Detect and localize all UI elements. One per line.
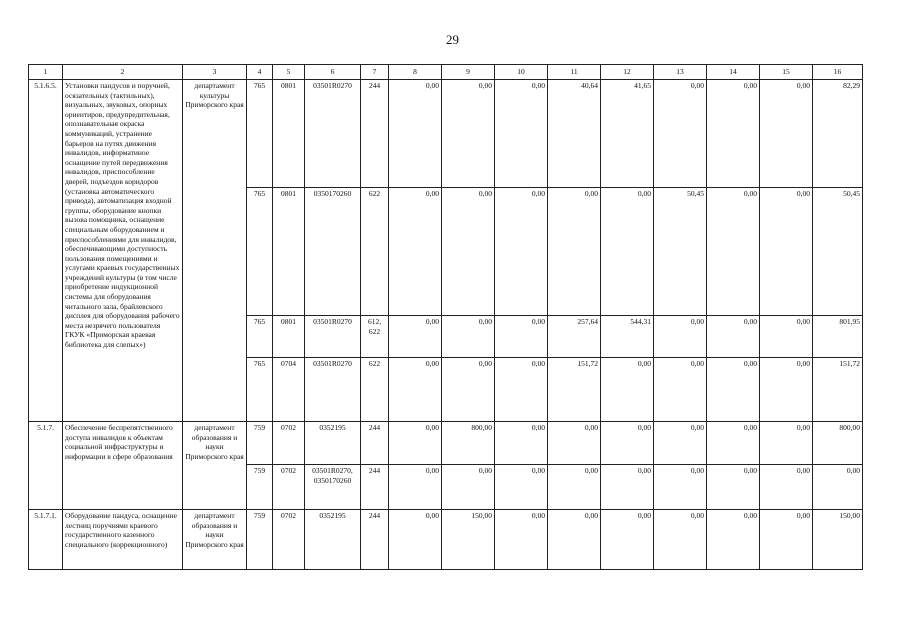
cell-c12: 41,65 xyxy=(601,80,654,188)
cell-c10: 0,00 xyxy=(495,316,548,358)
cell-c13: 0,00 xyxy=(654,358,707,422)
cell-c5: 0801 xyxy=(273,316,305,358)
cell-c12: 0,00 xyxy=(601,422,654,465)
cell-c9: 150,00 xyxy=(442,510,495,570)
cell-c13: 0,00 xyxy=(654,316,707,358)
cell-c9: 0,00 xyxy=(442,358,495,422)
cell-c12: 0,00 xyxy=(601,358,654,422)
cell-c15: 0,00 xyxy=(760,358,813,422)
cell-c5: 0704 xyxy=(273,358,305,422)
table-row xyxy=(29,80,863,188)
row-executor: департамент образования и науки Приморского края xyxy=(183,422,247,510)
cell-c8: 0,00 xyxy=(389,465,442,510)
cell-c6: 0352195 xyxy=(305,422,361,465)
cell-c15: 0,00 xyxy=(760,465,813,510)
cell-c8: 0,00 xyxy=(389,188,442,316)
column-header: 6 xyxy=(305,65,361,80)
cell-c10: 0,00 xyxy=(495,188,548,316)
budget-table xyxy=(28,64,863,570)
cell-c5: 0702 xyxy=(273,510,305,570)
cell-c13: 0,00 xyxy=(654,422,707,465)
column-header: 4 xyxy=(247,65,273,80)
table-row xyxy=(29,510,863,570)
cell-c14: 0,00 xyxy=(707,316,760,358)
cell-c10: 0,00 xyxy=(495,422,548,465)
cell-c15: 0,00 xyxy=(760,80,813,188)
column-header: 11 xyxy=(548,65,601,80)
row-number: 5.1.6.5. xyxy=(29,80,63,422)
cell-c15: 0,00 xyxy=(760,188,813,316)
row-description: Установки пандусов и поручней, осязательных (тактильных), визуальных, звуковых, опорных ориентиров, предупредительная, опознавательная окраска коммуникаций, устранение барьеров на путях движения инвалидов, информатиное оснащение путей передвижения инвалидов, приспособление дверей, подъездов коридоров (установка автоматического привода), автоматизация входной группы, оборудование кнопки вызова помощника, оснащение специальным оборудованием и приспособлениями для инвалидов, обеспечивающими доступность пользования помещениями и услугами краевых государственных учреждений культуры (в том числе приобретение индукционной системы для оборудования читального зала, брайлевского дисплея для оборудования рабочего места незрячего пользователя ГКУК «Приморская краевая библиотека для слепых») xyxy=(63,80,183,422)
cell-c12: 0,00 xyxy=(601,510,654,570)
cell-c14: 0,00 xyxy=(707,465,760,510)
column-header: 9 xyxy=(442,65,495,80)
column-header: 15 xyxy=(760,65,813,80)
cell-c16: 82,29 xyxy=(813,80,863,188)
cell-c4: 765 xyxy=(247,188,273,316)
column-number-row xyxy=(29,65,863,80)
cell-c8: 0,00 xyxy=(389,80,442,188)
cell-c13: 0,00 xyxy=(654,510,707,570)
cell-c14: 0,00 xyxy=(707,358,760,422)
cell-c4: 759 xyxy=(247,510,273,570)
row-executor: департамент культуры Приморского края xyxy=(183,80,247,422)
cell-c16: 800,00 xyxy=(813,422,863,465)
cell-c13: 50,45 xyxy=(654,188,707,316)
cell-c15: 0,00 xyxy=(760,316,813,358)
cell-c8: 0,00 xyxy=(389,316,442,358)
column-header: 10 xyxy=(495,65,548,80)
cell-c11: 0,00 xyxy=(548,422,601,465)
cell-c4: 765 xyxy=(247,316,273,358)
cell-c9: 0,00 xyxy=(442,80,495,188)
cell-c13: 0,00 xyxy=(654,80,707,188)
cell-c6: 03501R0270, 0350170260 xyxy=(305,465,361,510)
cell-c16: 50,45 xyxy=(813,188,863,316)
column-header: 2 xyxy=(63,65,183,80)
cell-c13: 0,00 xyxy=(654,465,707,510)
column-header: 1 xyxy=(29,65,63,80)
cell-c14: 0,00 xyxy=(707,80,760,188)
cell-c10: 0,00 xyxy=(495,80,548,188)
cell-c11: 257,64 xyxy=(548,316,601,358)
column-header: 3 xyxy=(183,65,247,80)
cell-c9: 800,00 xyxy=(442,422,495,465)
cell-c8: 0,00 xyxy=(389,422,442,465)
cell-c9: 0,00 xyxy=(442,188,495,316)
cell-c7: 244 xyxy=(361,80,389,188)
cell-c15: 0,00 xyxy=(760,422,813,465)
row-executor: департамент образования и науки Приморского края xyxy=(183,510,247,570)
cell-c5: 0801 xyxy=(273,80,305,188)
cell-c7: 622 xyxy=(361,358,389,422)
cell-c7: 612, 622 xyxy=(361,316,389,358)
cell-c8: 0,00 xyxy=(389,510,442,570)
column-header: 16 xyxy=(813,65,863,80)
cell-c11: 151,72 xyxy=(548,358,601,422)
cell-c11: 0,00 xyxy=(548,188,601,316)
row-description: Оборудование пандуса, оснащение лестниц поручнями краевого государственного казенного специального (коррекционного) xyxy=(63,510,183,570)
cell-c14: 0,00 xyxy=(707,510,760,570)
cell-c16: 151,72 xyxy=(813,358,863,422)
table-row xyxy=(29,422,863,465)
cell-c11: 40,64 xyxy=(548,80,601,188)
cell-c9: 0,00 xyxy=(442,465,495,510)
cell-c14: 0,00 xyxy=(707,188,760,316)
cell-c4: 759 xyxy=(247,422,273,465)
cell-c14: 0,00 xyxy=(707,422,760,465)
column-header: 7 xyxy=(361,65,389,80)
cell-c10: 0,00 xyxy=(495,510,548,570)
cell-c11: 0,00 xyxy=(548,465,601,510)
cell-c5: 0702 xyxy=(273,465,305,510)
cell-c7: 244 xyxy=(361,510,389,570)
cell-c16: 0,00 xyxy=(813,465,863,510)
page-number: 29 xyxy=(446,32,459,47)
column-header: 8 xyxy=(389,65,442,80)
column-header: 12 xyxy=(601,65,654,80)
cell-c4: 765 xyxy=(247,80,273,188)
cell-c4: 765 xyxy=(247,358,273,422)
cell-c7: 244 xyxy=(361,422,389,465)
column-header: 13 xyxy=(654,65,707,80)
cell-c12: 544,31 xyxy=(601,316,654,358)
cell-c7: 622 xyxy=(361,188,389,316)
cell-c6: 03501R0270 xyxy=(305,358,361,422)
cell-c6: 03501R0270 xyxy=(305,316,361,358)
row-description: Обеспечение беспрепятственного доступа инвалидов к объектам социальной инфраструктуры и информации в сфере образования xyxy=(63,422,183,510)
cell-c12: 0,00 xyxy=(601,188,654,316)
cell-c16: 801,95 xyxy=(813,316,863,358)
cell-c15: 0,00 xyxy=(760,510,813,570)
cell-c5: 0702 xyxy=(273,422,305,465)
column-header: 14 xyxy=(707,65,760,80)
cell-c4: 759 xyxy=(247,465,273,510)
cell-c12: 0,00 xyxy=(601,465,654,510)
cell-c6: 0352195 xyxy=(305,510,361,570)
row-number: 5.1.7. xyxy=(29,422,63,510)
row-number: 5.1.7.1. xyxy=(29,510,63,570)
cell-c5: 0801 xyxy=(273,188,305,316)
cell-c10: 0,00 xyxy=(495,465,548,510)
cell-c9: 0,00 xyxy=(442,316,495,358)
cell-c7: 244 xyxy=(361,465,389,510)
cell-c6: 03501R0270 xyxy=(305,80,361,188)
cell-c11: 0,00 xyxy=(548,510,601,570)
column-header: 5 xyxy=(273,65,305,80)
cell-c10: 0,00 xyxy=(495,358,548,422)
cell-c8: 0,00 xyxy=(389,358,442,422)
cell-c6: 0350170260 xyxy=(305,188,361,316)
cell-c16: 150,00 xyxy=(813,510,863,570)
